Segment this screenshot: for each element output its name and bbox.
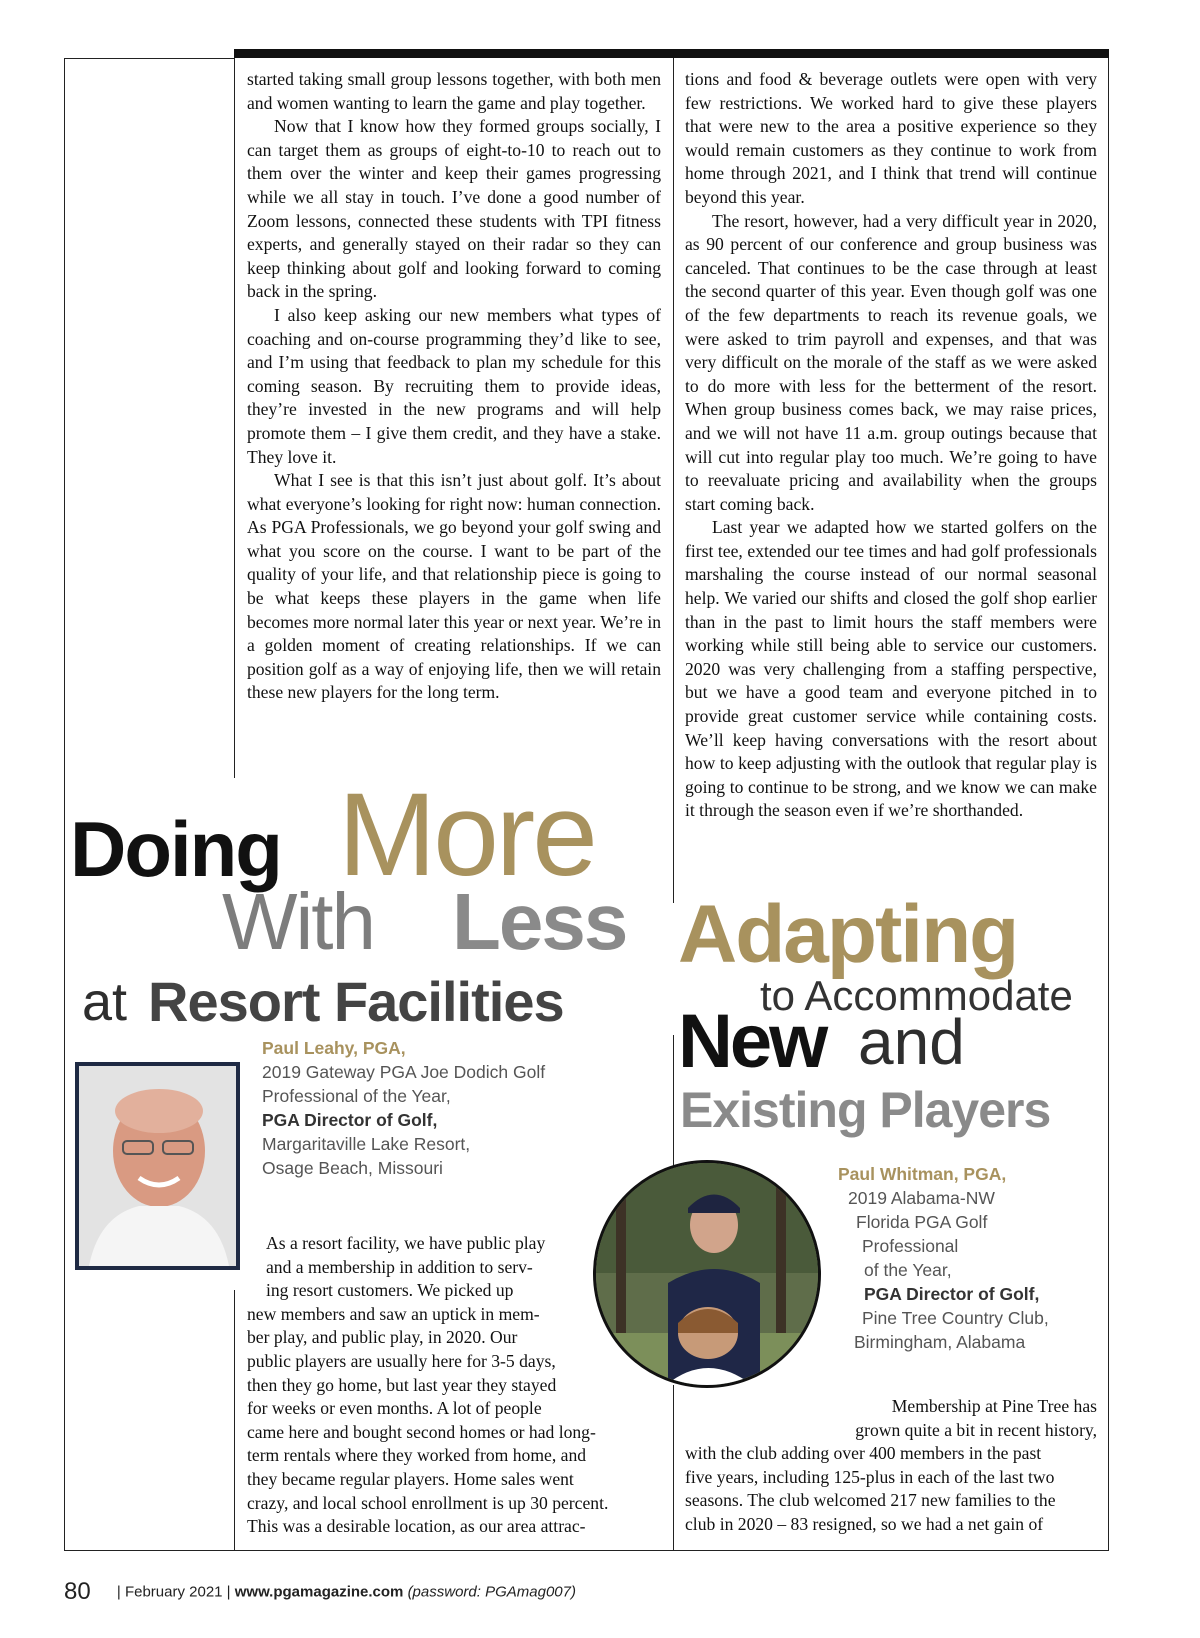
footer-password: (password: PGAmag007)	[407, 1583, 576, 1601]
lower-right-text	[685, 1395, 1097, 1537]
bio-line: Professional of the Year,	[262, 1086, 451, 1106]
top-rule	[234, 49, 1109, 58]
bio-name: Paul Whitman, PGA,	[838, 1164, 1007, 1184]
frame-right	[1108, 58, 1109, 1550]
bio-line: Osage Beach, Missouri	[262, 1158, 443, 1178]
text-line: seasons. The club welcomed 217 new families to the	[685, 1490, 1056, 1511]
page-footer	[64, 1578, 1064, 1608]
bio-paul-leahy	[262, 1036, 592, 1180]
paragraph: tions and food & beverage outlets were open with very few restrictions. We worked hard to give these players that were new to the area a positive experience so they would remain customers as they continue to work from home through 2021, and I think that trend will continue beyond this year.	[685, 69, 1097, 207]
text-line: ing resort customers. We picked up	[266, 1280, 514, 1301]
bio-paul-whitman	[790, 1162, 1090, 1354]
portrait-photo	[79, 1066, 236, 1266]
bio-line: Margaritaville Lake Resort,	[262, 1134, 471, 1154]
text-line: five years, including 125-plus in each of the last two	[685, 1466, 1055, 1487]
headline-to-accommodate: to Accommodate	[760, 972, 1073, 1019]
bio-line: of the Year,	[864, 1260, 952, 1280]
headline-resort-facilities: Resort Facilities	[148, 970, 564, 1033]
bio-line: 2019 Alabama-NW	[848, 1188, 995, 1208]
col-rule-left-top	[234, 58, 235, 778]
text-line: term rentals where they worked from home, and	[247, 1445, 587, 1466]
frame-top-left	[64, 58, 235, 59]
text-line: ber play, and public play, in 2020. Our	[247, 1327, 518, 1348]
col-rule-mid-bottom	[673, 1385, 674, 1550]
headline-doing-more	[70, 769, 670, 1040]
paragraph: The resort, however, had a very difficult year in 2020, as 90 percent of our conference and group business was canceled. That continues to be the case through at least the second quarter of this year. Even though golf was one of the few departments to reach its revenue goals, we were asked to trim payroll and expenses, and that was very difficult on the morale of the staff as we were asked to do more with less for the betterment of the resort. When group business comes back, we may raise prices, and we will not have 11 a.m. group outings because that will cut into regular play too much. We’re going to have to reevaluate pricing and availability when the groups start coming back.	[685, 210, 1097, 514]
text-line: they became regular players. Home sales went	[247, 1468, 574, 1489]
bio-line: Professional	[862, 1236, 959, 1256]
text-line: and a membership in addition to serv-	[266, 1256, 533, 1277]
page-number: 80	[64, 1578, 91, 1605]
frame-bottom	[64, 1550, 1109, 1551]
right-article-column	[685, 68, 1097, 823]
headline-existing-players: Existing Players	[680, 1082, 1051, 1138]
headline-at: at	[82, 972, 128, 1032]
text-line: public players are usually here for 3-5 days,	[247, 1350, 556, 1371]
paragraph: started taking small group lessons together, with both men and women wanting to learn the game and play together.	[247, 69, 661, 113]
paragraph: Last year we adapted how we started golfers on the first tee, extended our tee times and had golf professionals marshaling the course instead of our normal seasonal help. We varied our shifts and closed the golf shop earlier than in the past to limit hours the staff members were working while still being able to service our customers. 2020 was very challenging from a staffing perspective, but we have a good team and everyone pitched in to provide great customer service while containing costs. We’ll keep having conversations with the resort about how to keep adjusting with the outlook that regular play is going to continue to be strong, and we know we can make it through the season even if we’re shorthanded.	[685, 517, 1097, 821]
headline-new: New	[678, 999, 826, 1084]
text-line: for weeks or even months. A lot of people	[247, 1398, 542, 1419]
headline-less: Less	[452, 877, 627, 966]
headline-doing: Doing	[70, 805, 281, 893]
text-line: crazy, and local school enrollment is up 30 percent.	[247, 1492, 609, 1513]
text-line: This was a desirable location, as our area attrac-	[247, 1516, 586, 1537]
col-rule-mid-top	[673, 58, 674, 903]
bio-name: Paul Leahy, PGA,	[262, 1038, 406, 1058]
bio-line: 2019 Gateway PGA Joe Dodich Golf	[262, 1062, 546, 1082]
frame-left	[64, 58, 65, 1550]
left-article-column	[247, 68, 661, 705]
bio-title: PGA Director of Golf,	[262, 1110, 438, 1130]
bio-line: Florida PGA Golf	[856, 1212, 988, 1232]
portrait-paul-leahy	[75, 1062, 240, 1270]
headline-adapting-word: Adapting	[678, 889, 1018, 980]
headline-and: and	[858, 1006, 965, 1078]
headline-adapting	[678, 890, 1108, 1160]
paragraph: I also keep asking our new members what types of coaching and on-course programming they’d like to see, and I’m using that feedback to plan my schedule for this coming season. By recruiting them to provide ideas, they’re invested in the new programs and will help promote them – I give them credit, and they have a stake. They love it.	[247, 304, 661, 467]
text-line: As a resort facility, we have public play	[266, 1233, 546, 1253]
headline-more: More	[338, 769, 595, 901]
lower-left-text	[247, 1232, 661, 1539]
bio-line: Birmingham, Alabama	[854, 1332, 1026, 1352]
bio-title: PGA Director of Golf,	[864, 1284, 1040, 1304]
paragraph: What I see is that this isn’t just about golf. It’s about what everyone’s looking for right now: human connection. As PGA Professionals, we go beyond your golf swing and what you score on the course. I want to be part of the quality of your life, and that relationship piece is going to be what keeps these players in the game when life becomes more normal later this year or next year. We’re in a golden moment of creating relationships. If we can position golf as a way of enjoying life, then we will retain these new players for the long term.	[247, 470, 661, 703]
footer-site-link[interactable]: www.pgamagazine.com	[234, 1583, 404, 1601]
footer-date: | February 2021 |	[116, 1583, 231, 1601]
text-line: then they go home, but last year they stayed	[247, 1374, 557, 1395]
text-line: club in 2020 – 83 resigned, so we had a net gain of	[685, 1513, 1044, 1534]
text-line: came here and bought second homes or had long-	[247, 1421, 596, 1442]
text-line: with the club adding over 400 members in the past	[685, 1443, 1042, 1464]
text-line: Membership at Pine Tree has	[891, 1396, 1097, 1416]
text-line: grown quite a bit in recent history,	[855, 1419, 1097, 1440]
text-line: new members and saw an uptick in mem-	[247, 1303, 540, 1324]
paragraph: Now that I know how they formed groups socially, I can target them as groups of eight-to-10 to reach out to them over the winter and keep their games progressing while we all stay in touch. I’ve done a good number of Zoom lessons, connected these students with TPI fitness experts, and generally stayed on their radar so they can keep thinking about golf and looking forward to coming back in the spring.	[247, 116, 661, 302]
bio-line: Pine Tree Country Club,	[862, 1308, 1049, 1328]
headline-with: With	[222, 877, 374, 966]
col-rule-left-bottom	[234, 1290, 235, 1550]
col-rule-mid-middle	[673, 1035, 674, 1170]
